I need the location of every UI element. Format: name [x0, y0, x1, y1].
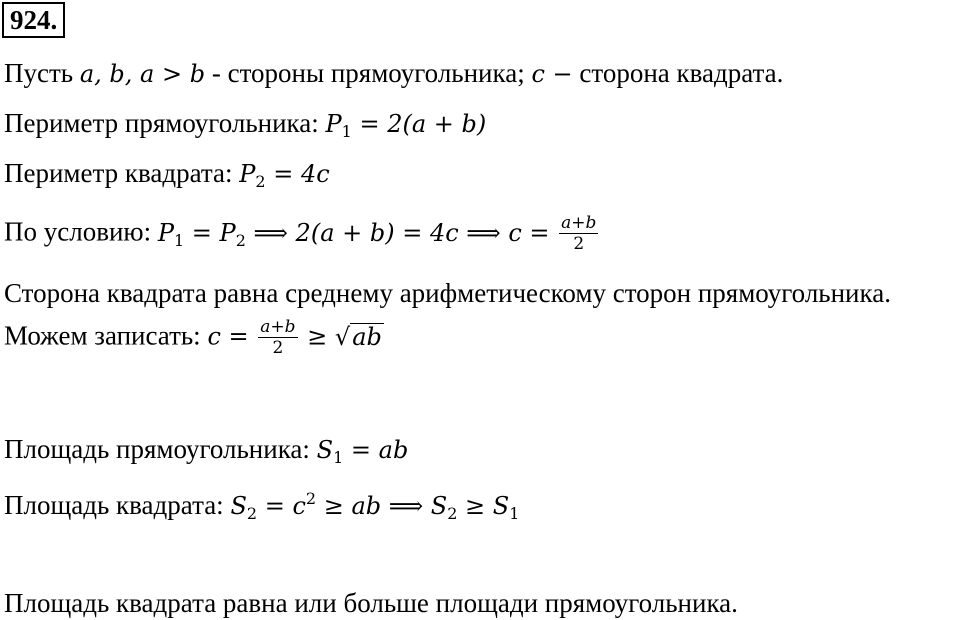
math: c −: [531, 60, 573, 88]
label: Площадь прямоугольника:: [4, 434, 317, 464]
math: c =: [207, 322, 257, 351]
label: Площадь квадрата:: [4, 490, 231, 520]
math: $S_1$ = ab: [316, 436, 409, 467]
fraction: $\frac{a+b}{2}$: [561, 213, 597, 254]
geq-sign: ≥: [299, 322, 335, 351]
math: $P_2 = 4c$: [239, 160, 330, 191]
line-final-conclusion: Площадь квадрата равна или больше площади прямоугольника.: [4, 588, 738, 618]
line-rect-perimeter: [4, 106, 486, 149]
line-conclusion-side: Сторона квадрата равна среднему арифметическому сторон прямоугольника.: [4, 278, 891, 308]
label: Периметр квадрата:: [4, 158, 240, 188]
fraction: $\frac{a+b}{2}$: [260, 317, 296, 358]
text: Пусть: [4, 58, 80, 88]
text: сторона квадрата.: [572, 58, 784, 88]
line-rect-area: [4, 432, 408, 475]
math: a, b, a > b: [79, 60, 206, 88]
problem-number: 924.: [2, 2, 65, 38]
math: $S_2 = c^2$ ≥ ab ⟹ $S_2 \ge S_1$: [230, 489, 520, 523]
text: - стороны прямоугольника;: [205, 58, 532, 88]
line-square-area: [4, 482, 519, 531]
math: $P_1 = P_2$ ⟹ 2(a + b) = 4c ⟹ c =: [157, 218, 558, 250]
sqrt-expression: √ab: [334, 322, 382, 351]
line-condition: [4, 214, 600, 258]
line-inequality: [4, 318, 384, 359]
line-definitions: [4, 56, 783, 91]
math: $P_1 = 2(a + b)$: [325, 110, 487, 141]
label: Можем записать:: [4, 320, 208, 351]
label: Периметр прямоугольника:: [4, 108, 326, 138]
line-square-perimeter: [4, 156, 330, 199]
label: По условию:: [4, 216, 158, 247]
